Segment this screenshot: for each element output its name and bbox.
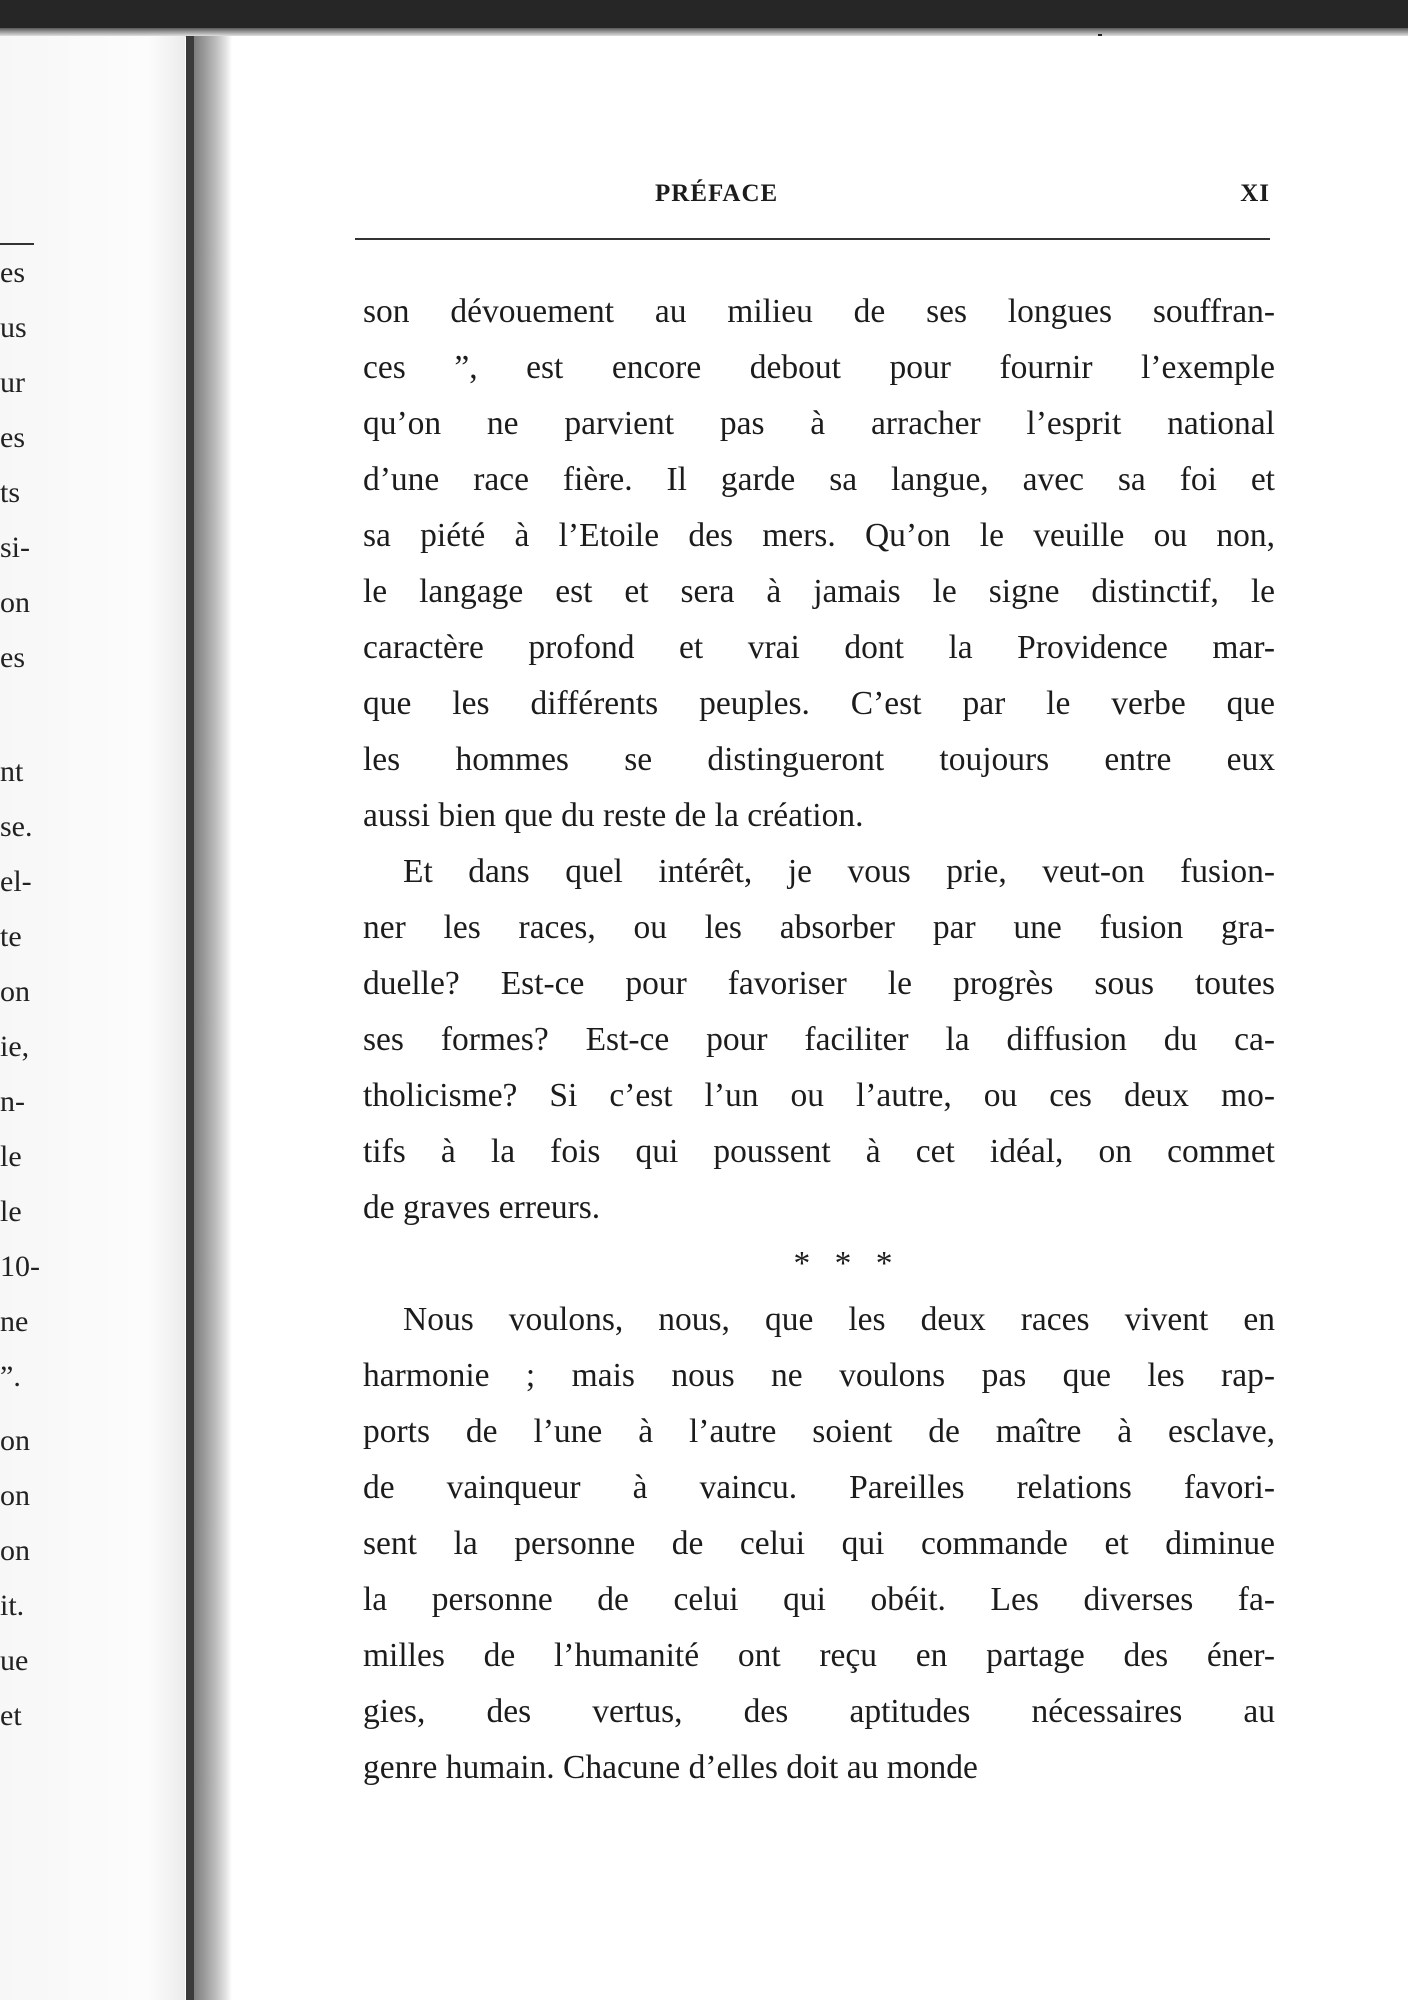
left-page-fragment: on xyxy=(0,975,30,1008)
text-line: Nous voulons, nous, que les deux races vivent en xyxy=(403,1301,1275,1338)
left-page-fragment: it. xyxy=(0,1589,25,1622)
left-page-fragment: ie, xyxy=(0,1030,30,1063)
left-page-fragment: on xyxy=(0,1534,30,1567)
text-line: Et dans quel intérêt, je vous prie, veut-on fusion- xyxy=(403,853,1275,890)
left-page-fragment: on xyxy=(0,1479,30,1512)
left-page-fragment: on xyxy=(0,1424,30,1457)
left-page-fragment: 10- xyxy=(0,1250,40,1283)
text-line: aussi bien que du reste de la création. xyxy=(363,797,864,834)
left-page-fragment: le xyxy=(0,1140,22,1173)
left-page-fragment: et xyxy=(0,1699,22,1732)
left-page-fragment: ”. xyxy=(0,1360,21,1393)
body-text xyxy=(363,284,1275,1796)
text-line: caractère profond et vrai dont la Providence mar- xyxy=(363,629,1275,666)
page-header xyxy=(355,180,1270,216)
left-page-fragment: el- xyxy=(0,865,32,898)
text-line: ses formes? Est-ce pour faciliter la diffusion du ca- xyxy=(363,1021,1275,1058)
header-rule xyxy=(355,238,1270,240)
text-line: son dévouement au milieu de ses longues souffran- xyxy=(363,293,1275,330)
text-line: harmonie ; mais nous ne voulons pas que les rap- xyxy=(363,1357,1275,1394)
left-page-fragment: on xyxy=(0,586,30,619)
text-line: de graves erreurs. xyxy=(363,1189,601,1226)
left-page-fragment: ne xyxy=(0,1305,29,1338)
text-line: tholicisme? Si c’est l’un ou l’autre, ou ces deux mo- xyxy=(363,1077,1275,1114)
text-line: le langage est et sera à jamais le signe distinctif, le xyxy=(363,573,1275,610)
text-line: de vainqueur à vaincu. Pareilles relations favori- xyxy=(363,1469,1275,1506)
left-page-fragment: ur xyxy=(0,366,25,399)
text-line: duelle? Est-ce pour favoriser le progrès sous toutes xyxy=(363,965,1275,1002)
left-page-fragment: se. xyxy=(0,810,33,843)
text-line: gies, des vertus, des aptitudes nécessaires au xyxy=(363,1693,1275,1730)
text-line: milles de l’humanité ont reçu en partage des éner- xyxy=(363,1637,1275,1674)
left-page-fragment: n- xyxy=(0,1085,25,1118)
book-spine-shadow xyxy=(186,36,194,2000)
left-page-fragment: le xyxy=(0,1195,22,1228)
text-line: ner les races, ou les absorber par une fusion gra- xyxy=(363,909,1275,946)
text-line: la personne de celui qui obéit. Les diverses fa- xyxy=(363,1581,1275,1618)
text-line: les hommes se distingueront toujours entre eux xyxy=(363,741,1275,778)
text-line: qu’on ne parvient pas à arracher l’esprit national xyxy=(363,405,1275,442)
left-page-fragment: es xyxy=(0,641,25,674)
text-line: que les différents peuples. C’est par le verbe que xyxy=(363,685,1275,722)
text-line: tifs à la fois qui poussent à cet idéal, on commet xyxy=(363,1133,1275,1170)
running-title: PRÉFACE xyxy=(655,180,779,207)
text-line: d’une race fière. Il garde sa langue, avec sa foi et xyxy=(363,461,1275,498)
left-page-fragment: us xyxy=(0,311,27,344)
left-page-fragment: es xyxy=(0,421,25,454)
text-line: genre humain. Chacune d’elles doit au monde xyxy=(363,1749,978,1786)
left-page-fragment: es xyxy=(0,256,25,289)
text-line: ports de l’une à l’autre soient de maître à esclave, xyxy=(363,1413,1275,1450)
text-line: sent la personne de celui qui commande et diminue xyxy=(363,1525,1275,1562)
section-separator: * * * xyxy=(793,1245,901,1282)
left-page-fragment: nt xyxy=(0,755,24,788)
left-page-fragment: ue xyxy=(0,1644,29,1677)
left-page-header-rule xyxy=(0,243,34,245)
text-line: ces ”, est encore debout pour fournir l’exemple xyxy=(363,349,1275,386)
text-line: sa piété à l’Etoile des mers. Qu’on le veuille ou non, xyxy=(363,517,1275,554)
left-page xyxy=(0,36,185,2000)
scan-border-top xyxy=(0,0,1408,28)
left-page-fragment: te xyxy=(0,920,22,953)
left-page-fragment: ts xyxy=(0,476,21,509)
left-page-fragment: si- xyxy=(0,531,30,564)
page-number: XI xyxy=(1240,180,1270,207)
